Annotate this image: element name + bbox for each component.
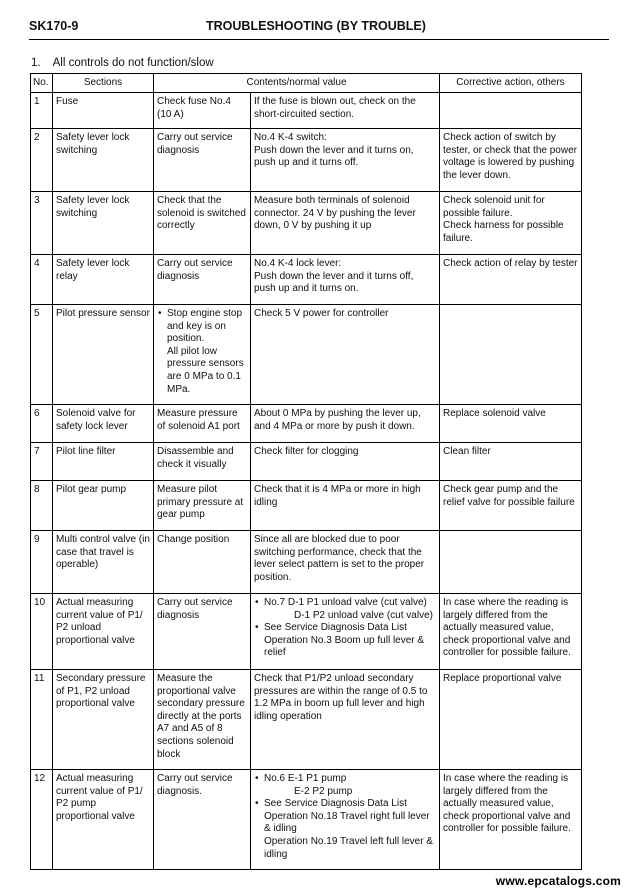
row-number: 12 — [31, 770, 53, 870]
page-header — [29, 19, 609, 40]
column-header-no: No. — [31, 74, 53, 93]
check-bullet — [167, 308, 248, 396]
row-check: Check fuse No.4 (10 A) — [154, 93, 251, 129]
row-action — [440, 531, 582, 594]
row-check: Carry out service diagnosis — [154, 255, 251, 305]
row-number: 3 — [31, 192, 53, 255]
row-number: 1 — [31, 93, 53, 129]
row-content: Check 5 V power for controller — [251, 305, 440, 405]
content-bullet — [264, 622, 437, 660]
row-content: About 0 MPa by pushing the lever up, and 4 MPa or more by push it down. — [251, 405, 440, 443]
table-row — [31, 192, 582, 255]
row-check: Measure the proportional valve secondary pressure directly at the ports A7 and A5 of 8 sections solenoid block — [154, 670, 251, 770]
table-row — [31, 770, 582, 870]
content-bullet — [264, 773, 437, 798]
row-number: 6 — [31, 405, 53, 443]
row-section: Safety lever lock switching — [53, 129, 154, 192]
check-list — [157, 308, 248, 396]
row-section: Actual measuring current value of P1/ P2 unload proportional valve — [53, 594, 154, 670]
row-section: Solenoid valve for safety lock lever — [53, 405, 154, 443]
row-content — [251, 594, 440, 670]
content-list — [254, 773, 437, 861]
troubleshooting-table — [30, 73, 582, 870]
row-action: In case where the reading is largely differed from the actually measured value, check proportional valve and controller for possible failure. — [440, 770, 582, 870]
content-bullet — [264, 597, 437, 622]
row-number: 4 — [31, 255, 53, 305]
row-action: Replace solenoid valve — [440, 405, 582, 443]
row-content: If the fuse is blown out, check on the short-circuited section. — [251, 93, 440, 129]
column-header-contents: Contents/normal value — [154, 74, 440, 93]
table-row — [31, 531, 582, 594]
content-bullet-continuation: Operation No.18 Travel right full lever & idling — [264, 810, 430, 835]
row-number: 10 — [31, 594, 53, 670]
row-number: 2 — [31, 129, 53, 192]
row-section: Multi control valve (in case that travel is operable) — [53, 531, 154, 594]
table-row — [31, 93, 582, 129]
row-action: Check action of switch by tester, or check that the power voltage is lowered by pushing the lever down. — [440, 129, 582, 192]
row-content: Check filter for clogging — [251, 443, 440, 481]
table-row — [31, 305, 582, 405]
content-bullet — [264, 798, 437, 861]
row-section: Actual measuring current value of P1/ P2 pump proportional valve — [53, 770, 154, 870]
content-bullet-continuation: D-1 P2 unload valve (cut valve) — [294, 609, 433, 621]
row-action: Replace proportional valve — [440, 670, 582, 770]
check-bullet-text: Stop engine stop and key is on position. — [167, 308, 243, 345]
content-bullet-text: No.7 D-1 P1 unload valve (cut valve) — [264, 597, 427, 608]
table-row — [31, 594, 582, 670]
row-section: Fuse — [53, 93, 154, 129]
row-content: Check that it is 4 MPa or more in high idling — [251, 481, 440, 531]
row-number: 9 — [31, 531, 53, 594]
row-number: 8 — [31, 481, 53, 531]
section-number: 1. — [31, 57, 41, 69]
row-action: Check action of relay by tester — [440, 255, 582, 305]
row-section: Pilot line filter — [53, 443, 154, 481]
row-content: No.4 K-4 switch: Push down the lever and it turns on, push up and it turns off. — [251, 129, 440, 192]
row-content: Since all are blocked due to poor switching performance, check that the lever select pattern is set to the proper position. — [251, 531, 440, 594]
table-row — [31, 443, 582, 481]
row-number: 5 — [31, 305, 53, 405]
content-bullet-text: See Service Diagnosis Data List — [264, 798, 407, 810]
table-row — [31, 255, 582, 305]
content-bullet-text: See Service Diagnosis Data List Operation No.3 Boom up full lever & relief — [264, 622, 425, 659]
row-check: Carry out service diagnosis. — [154, 770, 251, 870]
row-number: 11 — [31, 670, 53, 770]
row-action: Clean filter — [440, 443, 582, 481]
row-section: Pilot gear pump — [53, 481, 154, 531]
section-title-text: All controls do not function/slow — [52, 57, 214, 69]
table-row — [31, 481, 582, 531]
row-action: Check gear pump and the relief valve for possible failure — [440, 481, 582, 531]
table-row — [31, 405, 582, 443]
content-bullet-continuation: E-2 P2 pump — [294, 785, 353, 797]
content-bullet-continuation: Operation No.19 Travel left full lever & idling — [264, 835, 433, 860]
document-title: TROUBLESHOOTING (BY TROUBLE) — [206, 19, 426, 33]
row-number: 7 — [31, 443, 53, 481]
row-check: Check that the solenoid is switched correctly — [154, 192, 251, 255]
watermark: www.epcatalogs.com — [495, 874, 621, 888]
row-check: Change position — [154, 531, 251, 594]
row-action: Check solenoid unit for possible failure. Check harness for possible failure. — [440, 192, 582, 255]
row-action: In case where the reading is largely differed from the actually measured value, check proportional valve and controller for possible failure. — [440, 594, 582, 670]
column-header-sections: Sections — [53, 74, 154, 93]
row-check: Measure pressure of solenoid A1 port — [154, 405, 251, 443]
section-heading — [31, 57, 226, 69]
row-check: Disassemble and check it visually — [154, 443, 251, 481]
row-action — [440, 93, 582, 129]
row-section: Secondary pressure of P1, P2 unload proportional valve — [53, 670, 154, 770]
row-content: Measure both terminals of solenoid connector. 24 V by pushing the lever down, 0 V by pushing it up — [251, 192, 440, 255]
check-bullet-continuation: All pilot low pressure sensors are 0 MPa to 0.1 MPa. — [167, 345, 244, 395]
table-row — [31, 129, 582, 192]
row-content: Check that P1/P2 unload secondary pressures are within the range of 0.5 to 1.2 MPa in boom up full lever and high idling operation — [251, 670, 440, 770]
content-bullet-text: No.6 E-1 P1 pump — [264, 773, 347, 784]
content-list — [254, 597, 437, 660]
model-code: SK170-9 — [29, 19, 79, 33]
row-section: Safety lever lock switching — [53, 192, 154, 255]
row-section: Pilot pressure sensor — [53, 305, 154, 405]
column-header-corrective: Corrective action, others — [440, 74, 582, 93]
table-header-row — [31, 74, 582, 93]
table-row — [31, 670, 582, 770]
row-action — [440, 305, 582, 405]
row-check — [154, 305, 251, 405]
row-check: Carry out service diagnosis — [154, 594, 251, 670]
row-content: No.4 K-4 lock lever: Push down the lever and it turns off, push up and it turns on. — [251, 255, 440, 305]
row-check: Measure pilot primary pressure at gear pump — [154, 481, 251, 531]
row-content — [251, 770, 440, 870]
row-check: Carry out service diagnosis — [154, 129, 251, 192]
row-section: Safety lever lock relay — [53, 255, 154, 305]
